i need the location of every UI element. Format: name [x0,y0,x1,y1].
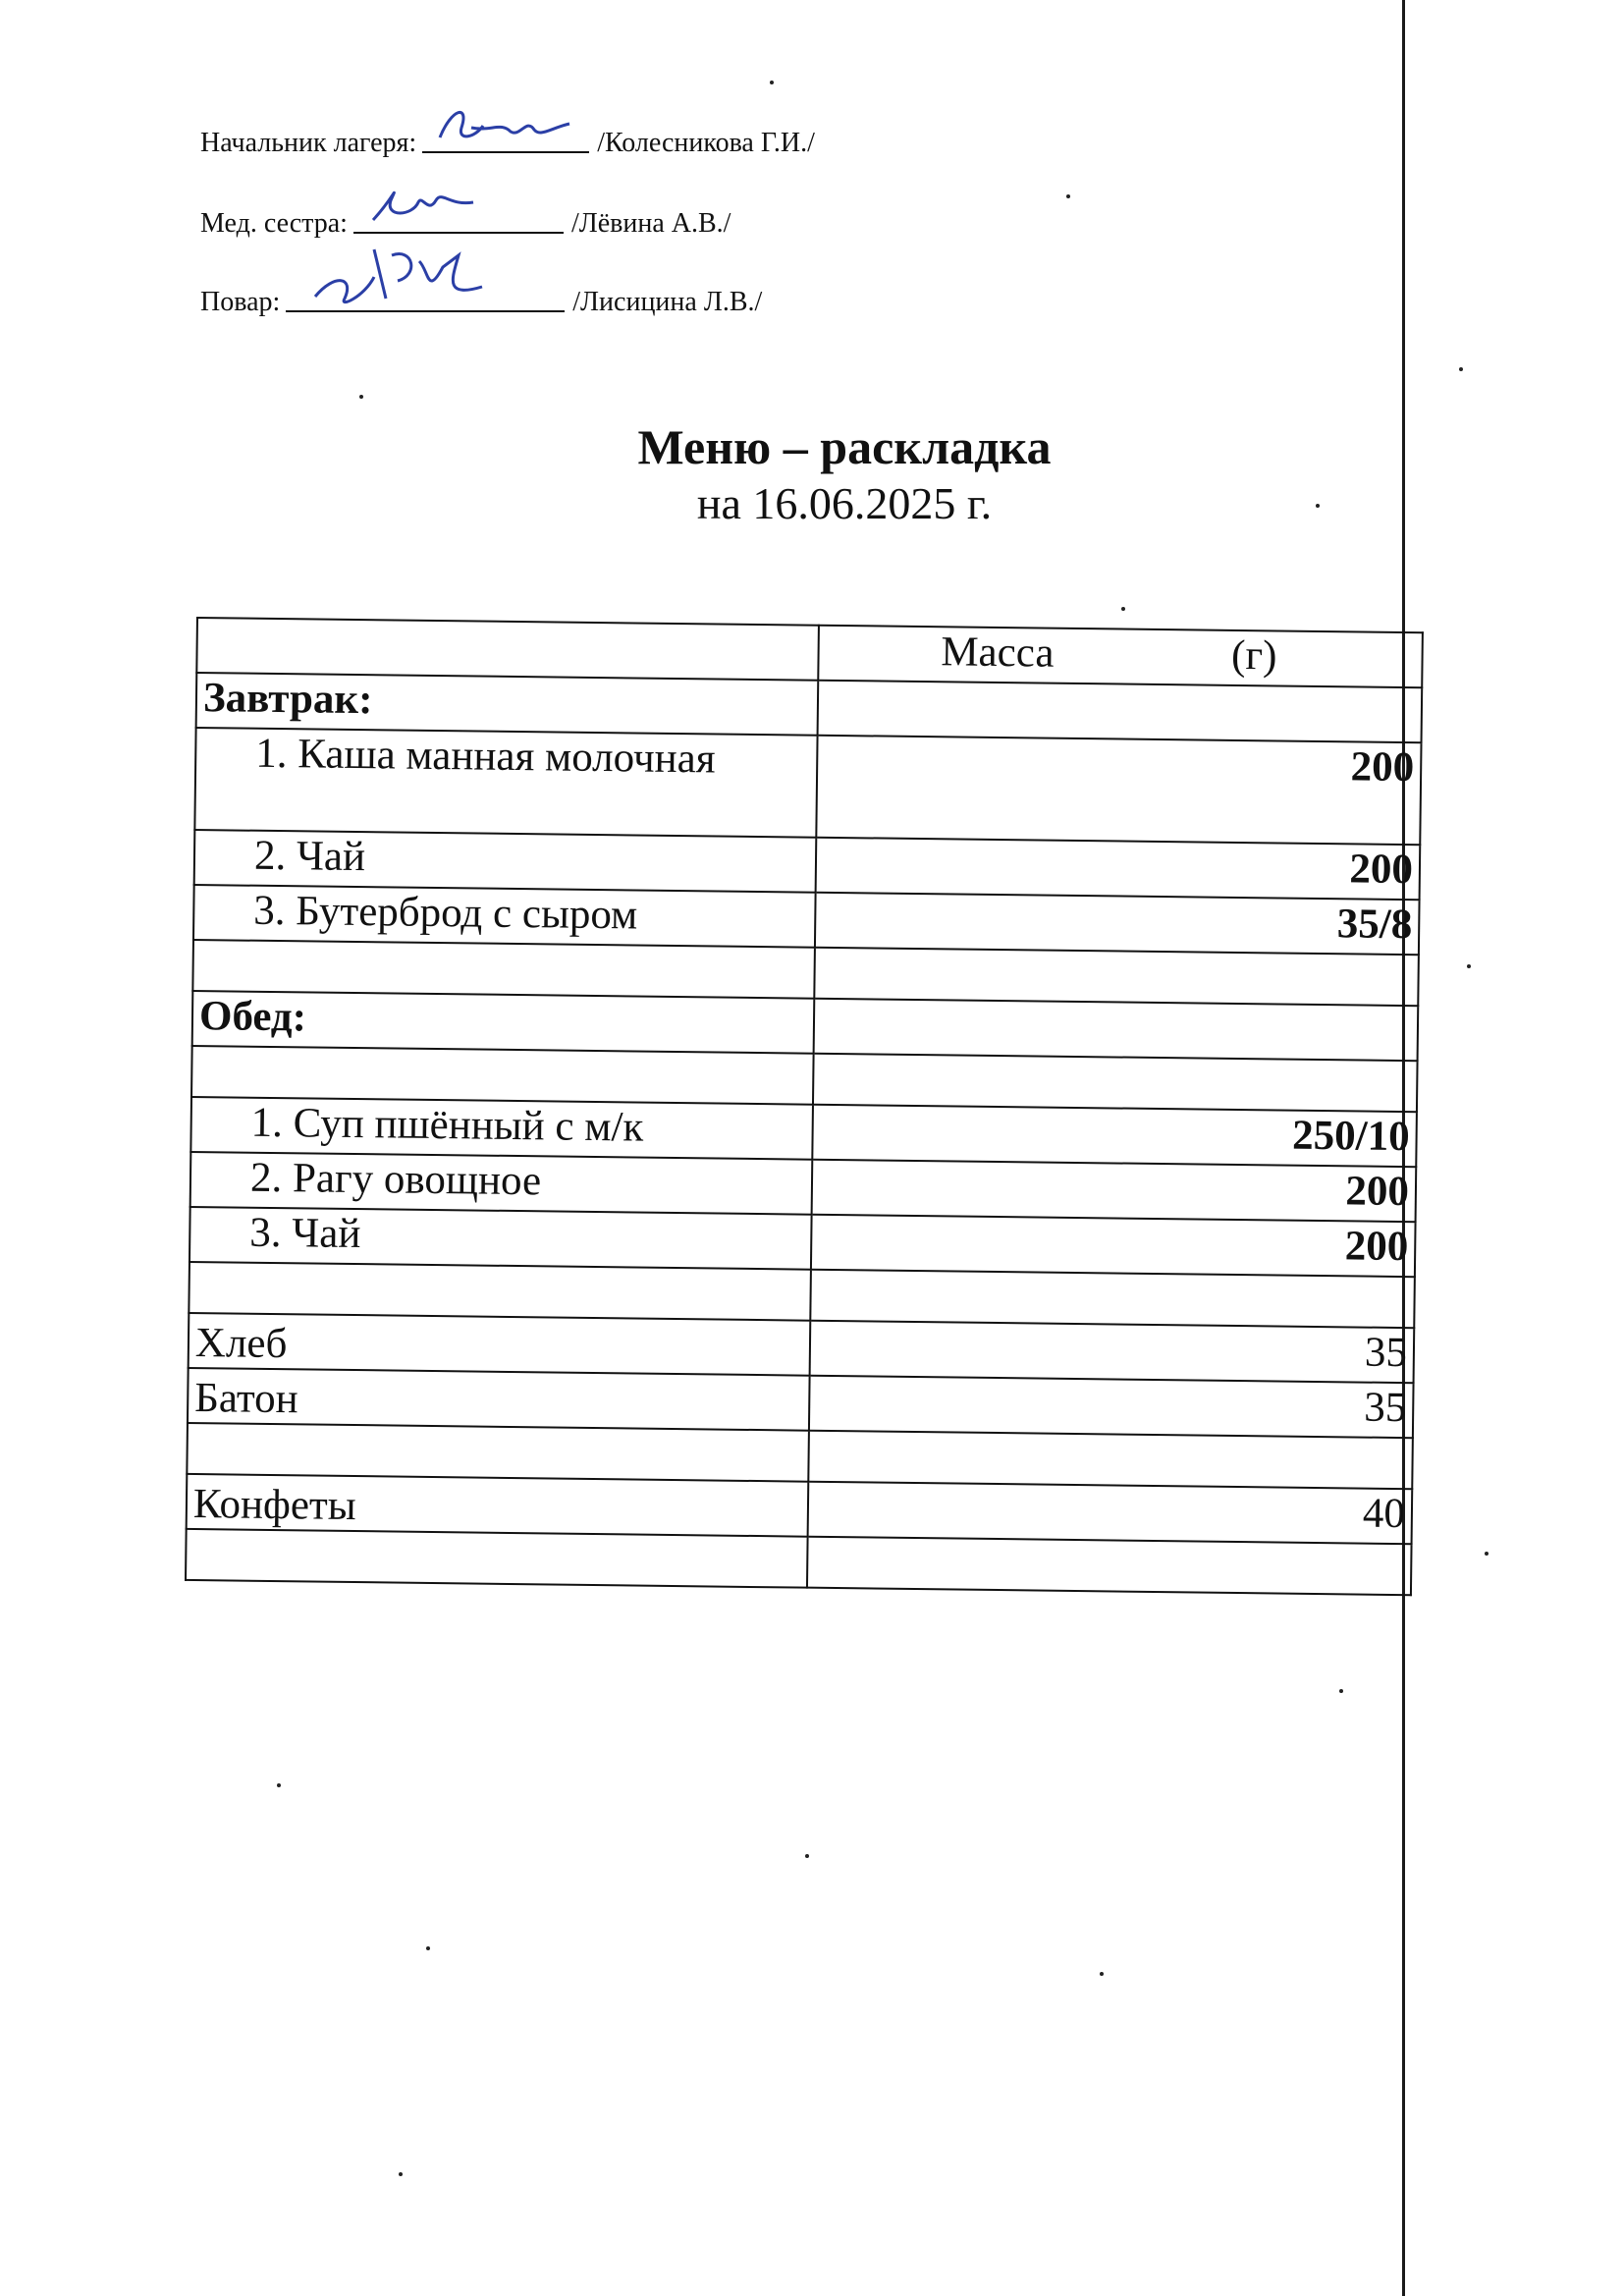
dish-name-cell: Обед: [192,991,814,1054]
dish-name-cell: Хлеб [189,1313,810,1376]
scan-speck [1467,964,1471,968]
dish-mass-cell [817,681,1422,743]
approval-cook [200,277,762,318]
approval-camp-head [200,118,815,159]
approval-name: /Колесникова Г.И./ [597,128,815,158]
scan-speck [1066,194,1070,198]
dish-name-cell [189,1262,810,1321]
dish-name-cell: Завтрак: [196,673,818,736]
scan-speck [770,81,774,84]
dish-mass-cell: 35/8 [815,893,1420,956]
document-title: Меню – раскладка [637,419,1052,474]
header-unit-label: (г) [1230,631,1277,680]
scan-speck [426,1946,430,1950]
dish-mass-cell [813,999,1418,1062]
menu-table [185,617,1424,1596]
handwritten-signature [432,98,579,157]
dish-mass-cell: 200 [811,1160,1416,1223]
dish-name-cell: Конфеты [187,1474,808,1537]
header-mass-cell [818,626,1423,688]
signature-line [286,277,565,312]
dish-name-cell: 3. Чай [189,1207,811,1270]
dish-mass-cell [807,1537,1412,1596]
dish-mass-cell: 35 [809,1321,1414,1384]
handwritten-signature [296,238,492,316]
document-title-block [550,417,1139,531]
approval-role: Начальник лагеря: [200,128,417,158]
header-mass-label: Масса [941,629,1055,677]
dish-mass-cell: 200 [816,736,1421,846]
dish-name-cell [192,940,814,999]
scan-speck [805,1854,809,1858]
scan-speck [277,1783,281,1787]
approval-role: Мед. сестра: [200,208,348,239]
approval-name: /Лёвина А.В./ [570,208,731,239]
scan-speck [1339,1689,1343,1693]
dish-mass-cell: 200 [815,838,1420,901]
scan-speck [359,395,363,399]
dish-mass-cell [814,948,1419,1007]
dish-name-cell [186,1529,807,1588]
dish-mass-cell [810,1270,1415,1329]
dish-mass-cell [813,1054,1418,1113]
signature-line [422,118,589,153]
scan-speck [399,2172,403,2176]
scan-speck [1459,367,1463,371]
table-row [194,728,1421,845]
handwritten-signature [363,179,481,238]
scan-speck [1316,504,1320,508]
dish-name-cell: Батон [188,1368,809,1431]
approval-role: Повар: [200,287,281,317]
dish-mass-cell: 200 [811,1215,1416,1278]
approval-nurse [200,198,731,240]
dish-name-cell: 3. Бутерброд с сыром [193,885,815,948]
dish-mass-cell: 40 [807,1482,1412,1545]
dish-name-cell: 1. Суп пшённый с м/к [190,1097,812,1160]
approval-name: /Лисицина Л.В./ [572,287,763,317]
dish-mass-cell [808,1431,1413,1490]
dish-name-cell: 2. Рагу овощное [190,1152,812,1215]
scan-speck [1100,1972,1104,1976]
document-date: на 16.06.2025 г. [696,478,993,528]
menu-table-wrapper [185,617,1424,1596]
scan-speck [1121,607,1125,611]
dish-name-cell [187,1423,808,1482]
dish-name-cell: 2. Чай [194,830,816,893]
scan-speck [1485,1552,1489,1556]
dish-name-cell: 1. Каша манная молочная [194,728,817,838]
signature-line [353,198,564,234]
dish-mass-cell: 250/10 [812,1105,1417,1168]
dish-name-cell [191,1046,813,1105]
dish-mass-cell: 35 [809,1376,1414,1439]
header-name-cell [196,618,818,681]
